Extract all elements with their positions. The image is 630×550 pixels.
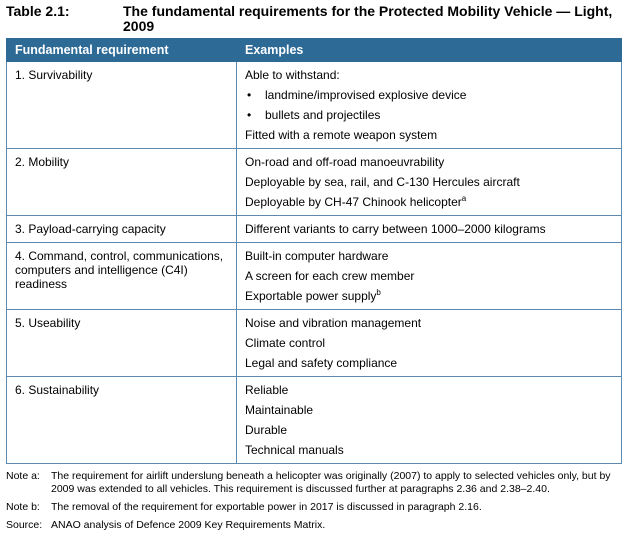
- column-header-requirement: Fundamental requirement: [7, 39, 237, 62]
- table-row: [7, 310, 622, 377]
- example-line: [245, 333, 613, 353]
- example-bullet-item: [245, 85, 613, 105]
- examples-cell: [237, 310, 622, 377]
- note-item: [6, 470, 621, 496]
- example-line: [245, 286, 613, 306]
- example-text: Deployable by sea, rail, and C-130 Hercules aircraft: [245, 175, 520, 189]
- example-text: Technical manuals: [245, 443, 344, 457]
- table-row: [7, 62, 622, 149]
- example-line: [245, 313, 613, 333]
- requirements-table: [6, 38, 622, 464]
- table-body: [7, 62, 622, 464]
- example-line: [245, 219, 613, 239]
- table-row: [7, 377, 622, 464]
- example-line: [245, 152, 613, 172]
- example-line: [245, 246, 613, 266]
- example-line: [245, 420, 613, 440]
- examples-cell: [237, 377, 622, 464]
- note-text: The removal of the requirement for exportable power in 2017 is discussed in paragraph 2.16.: [51, 501, 482, 513]
- example-bullet-item: [245, 105, 613, 125]
- table-row: [7, 216, 622, 243]
- requirement-cell: [7, 62, 237, 149]
- requirement-cell: [7, 149, 237, 216]
- examples-cell: [237, 216, 622, 243]
- note-label: Source:: [6, 519, 43, 531]
- examples-cell: [237, 62, 622, 149]
- requirement-cell: [7, 216, 237, 243]
- example-line: [245, 440, 613, 460]
- note-text: ANAO analysis of Defence 2009 Key Requirements Matrix.: [51, 519, 326, 531]
- example-text: On-road and off-road manoeuvrability: [245, 155, 445, 169]
- example-line: [245, 192, 613, 212]
- example-text: Climate control: [245, 336, 326, 350]
- example-line: [245, 380, 613, 400]
- example-text: Deployable by CH-47 Chinook helicopter: [245, 195, 462, 209]
- note-item: [6, 519, 621, 532]
- bullet-icon: •: [247, 88, 252, 102]
- table-header-row: [7, 39, 622, 62]
- requirement-cell: [7, 243, 237, 310]
- note-item: [6, 501, 621, 514]
- table-notes: [6, 470, 621, 537]
- table-row: [7, 149, 622, 216]
- column-header-examples: Examples: [237, 39, 622, 62]
- requirement-cell: [7, 377, 237, 464]
- note-label: Note a:: [6, 470, 40, 482]
- example-line: [245, 353, 613, 373]
- footnote-marker: b: [376, 288, 381, 297]
- example-text: Built-in computer hardware: [245, 249, 389, 263]
- examples-cell: [237, 243, 622, 310]
- example-text: Legal and safety compliance: [245, 356, 398, 370]
- example-text: Maintainable: [245, 403, 314, 417]
- example-text: bullets and projectiles: [265, 108, 381, 122]
- example-text: landmine/improvised explosive device: [265, 88, 467, 102]
- table-title: The fundamental requirements for the Protected Mobility Vehicle — Light, 2009: [123, 3, 613, 34]
- example-text: Fitted with a remote weapon system: [245, 128, 438, 142]
- table-caption: [6, 4, 621, 34]
- example-text: Durable: [245, 423, 288, 437]
- requirement-label: 3. Payload-carrying capacity: [15, 222, 166, 236]
- bullet-icon: •: [247, 108, 252, 122]
- example-text: Able to withstand:: [245, 68, 340, 82]
- note-text: The requirement for airlift underslung beneath a helicopter was originally (2007) to apply to selected vehicles only, but by 2009 was extended to all vehicles. This requirement is discussed further at paragraphs 2.36 and 2.38–2.40.: [51, 470, 611, 495]
- requirement-label: 5. Useability: [15, 316, 81, 330]
- requirement-label: 2. Mobility: [15, 155, 70, 169]
- example-text: A screen for each crew member: [245, 269, 415, 283]
- example-text: Reliable: [245, 383, 289, 397]
- example-text: Noise and vibration management: [245, 316, 422, 330]
- example-line: [245, 65, 613, 85]
- example-line: [245, 400, 613, 420]
- table-row: [7, 243, 622, 310]
- example-line: [245, 266, 613, 286]
- footnote-marker: a: [461, 194, 467, 203]
- note-label: Note b:: [6, 501, 40, 513]
- example-line: [245, 125, 613, 145]
- example-text: Exportable power supply: [245, 289, 377, 303]
- table-number: Table 2.1:: [6, 3, 70, 19]
- requirement-label: 4. Command, control, communications, computers and intelligence (C4I) readiness: [15, 249, 224, 291]
- example-line: [245, 172, 613, 192]
- example-text: Different variants to carry between 1000–2000 kilograms: [245, 222, 546, 236]
- requirement-label: 1. Survivability: [15, 68, 93, 82]
- requirement-label: 6. Sustainability: [15, 383, 100, 397]
- examples-cell: [237, 149, 622, 216]
- requirement-cell: [7, 310, 237, 377]
